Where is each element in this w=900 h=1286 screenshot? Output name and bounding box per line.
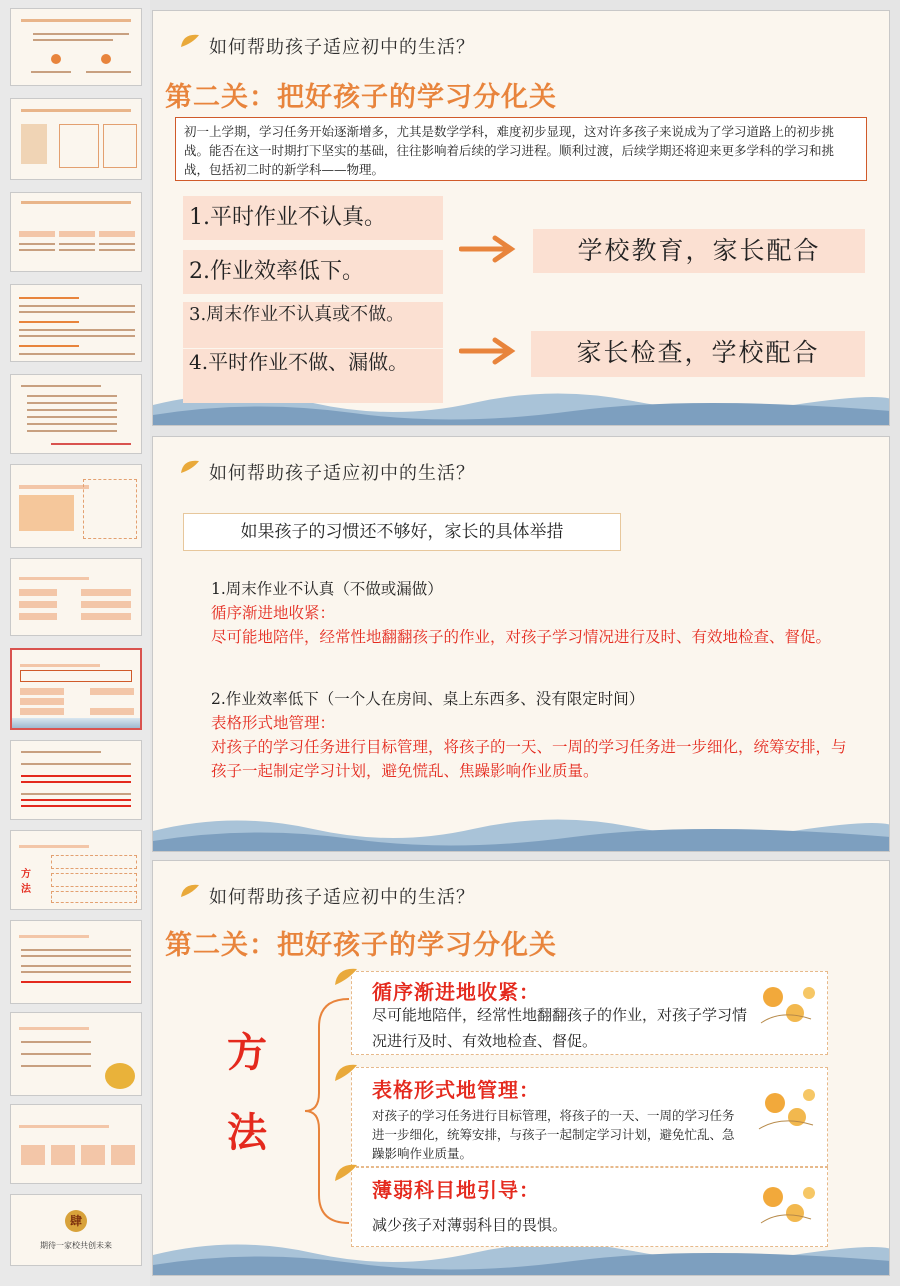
problem-item-2: 2.作业效率低下。 (183, 250, 443, 294)
item1-method: 循序渐进地收紧： (211, 604, 336, 622)
slide-subtitle: 如何帮助孩子适应初中的生活？ (209, 887, 475, 908)
flower-decoration-icon (751, 1179, 821, 1233)
thumbnail-logo: 肆 (65, 1210, 87, 1232)
slide-3[interactable] (152, 860, 890, 1276)
item2-title: 2.作业效率低下（一个人在房间、桌上东西多、没有限定时间） (211, 690, 645, 708)
method-char-fang: 方 (227, 1029, 267, 1076)
method-title-2: 表格形式地管理： (372, 1078, 540, 1102)
solution-parent-check: 家长检查，学校配合 (531, 331, 865, 377)
item2-method: 表格形式地管理： (211, 714, 336, 732)
arrow-right-icon (459, 235, 517, 263)
ginkgo-leaf-icon (179, 457, 201, 475)
slide-thumbnail-5[interactable] (10, 374, 142, 454)
intro-paragraph: 初一上学期，学习任务开始逐渐增多，尤其是数学学科，难度初步显现，这对许多孩子来说成为了学习道路上的初步挑战。能否在这一时期打下坚实的基础，往往影响着后续的学习进程。顺利过渡，后续学期还将迎来更多学科的学习和挑战，包括初二时的新学科——物理。 (175, 117, 867, 181)
item1-title: 1.周末作业不认真（不做或漏做） (211, 580, 443, 598)
method-body-1: 尽可能地陪伴，经常性地翻翻孩子的作业，对孩子学习情况进行及时、有效地检查、督促。 (372, 1006, 748, 1050)
ginkgo-leaf-icon (179, 881, 201, 899)
problem-item-3: 3.周末作业不认真或不做。 (183, 302, 443, 348)
slide-subtitle: 如何帮助孩子适应初中的生活？ (209, 463, 475, 484)
slide-thumbnail-8-selected[interactable] (10, 648, 142, 730)
slide-thumbnail-1[interactable] (10, 8, 142, 86)
slide-thumbnail-9[interactable] (10, 740, 142, 820)
slide-thumbnail-12[interactable] (10, 1012, 142, 1096)
slide-thumbnail-2[interactable] (10, 98, 142, 180)
problem-item-4: 4.平时作业不做、漏做。 (183, 349, 443, 403)
slide-thumbnail-panel (0, 0, 150, 1286)
slide-thumbnail-11[interactable] (10, 920, 142, 1004)
item2-detail: 对孩子的学习任务进行目标管理，将孩子的一天、一周的学习任务进一步细化，统筹安排，与孩子一起制定学习计划，避免慌乱、焦躁影响作业质量。 (211, 738, 847, 780)
flower-decoration-icon (751, 1083, 821, 1137)
ginkgo-leaf-icon (179, 31, 201, 49)
method-title-3: 薄弱科目地引导： (372, 1178, 540, 1202)
slide-thumbnail-7[interactable] (10, 558, 142, 636)
method-title-1: 循序渐进地收紧： (372, 980, 540, 1004)
arrow-right-icon (459, 337, 517, 365)
method-body-3: 减少孩子对薄弱科目的畏惧。 (372, 1216, 568, 1234)
slide-thumbnail-4[interactable] (10, 284, 142, 362)
solution-school-education: 学校教育，家长配合 (533, 229, 865, 273)
flower-decoration-icon (751, 979, 821, 1033)
slide-thumbnail-6[interactable] (10, 464, 142, 548)
ginkgo-leaf-icon (333, 1061, 359, 1083)
slide-subtitle: 如何帮助孩子适应初中的生活？ (209, 37, 475, 58)
problem-item-1: 1.平时作业不认真。 (183, 196, 443, 240)
thumbnail-caption: 期待一家校共创未来 (40, 1241, 112, 1250)
method-body-2: 对孩子的学习任务进行目标管理，将孩子的一天、一周的学习任务进一步细化，统筹安排，与孩子一起制定学习计划，避免忙乱、急躁影响作业质量。 (372, 1108, 735, 1161)
slide-thumbnail-3[interactable] (10, 192, 142, 272)
brace-icon (303, 997, 353, 1225)
method-char-fa: 法 (227, 1109, 267, 1156)
slide-2[interactable] (152, 436, 890, 852)
wave-decoration (153, 811, 890, 851)
slide-thumbnail-10[interactable]: 方 法 (10, 830, 142, 910)
item1-detail: 尽可能地陪伴，经常性地翻翻孩子的作业，对孩子学习情况进行及时、有效地检查、督促。 (211, 628, 832, 646)
measures-title-box: 如果孩子的习惯还不够好，家长的具体举措 (183, 513, 621, 551)
slide-heading: 第二关：把好孩子的学习分化关 (165, 930, 557, 961)
ginkgo-leaf-icon (333, 965, 359, 987)
slide-heading: 第二关：把好孩子的学习分化关 (165, 82, 557, 113)
slide-thumbnail-13[interactable] (10, 1104, 142, 1184)
ginkgo-leaf-icon (333, 1161, 359, 1183)
slide-1[interactable] (152, 10, 890, 426)
slide-thumbnail-14[interactable] (10, 1194, 142, 1266)
